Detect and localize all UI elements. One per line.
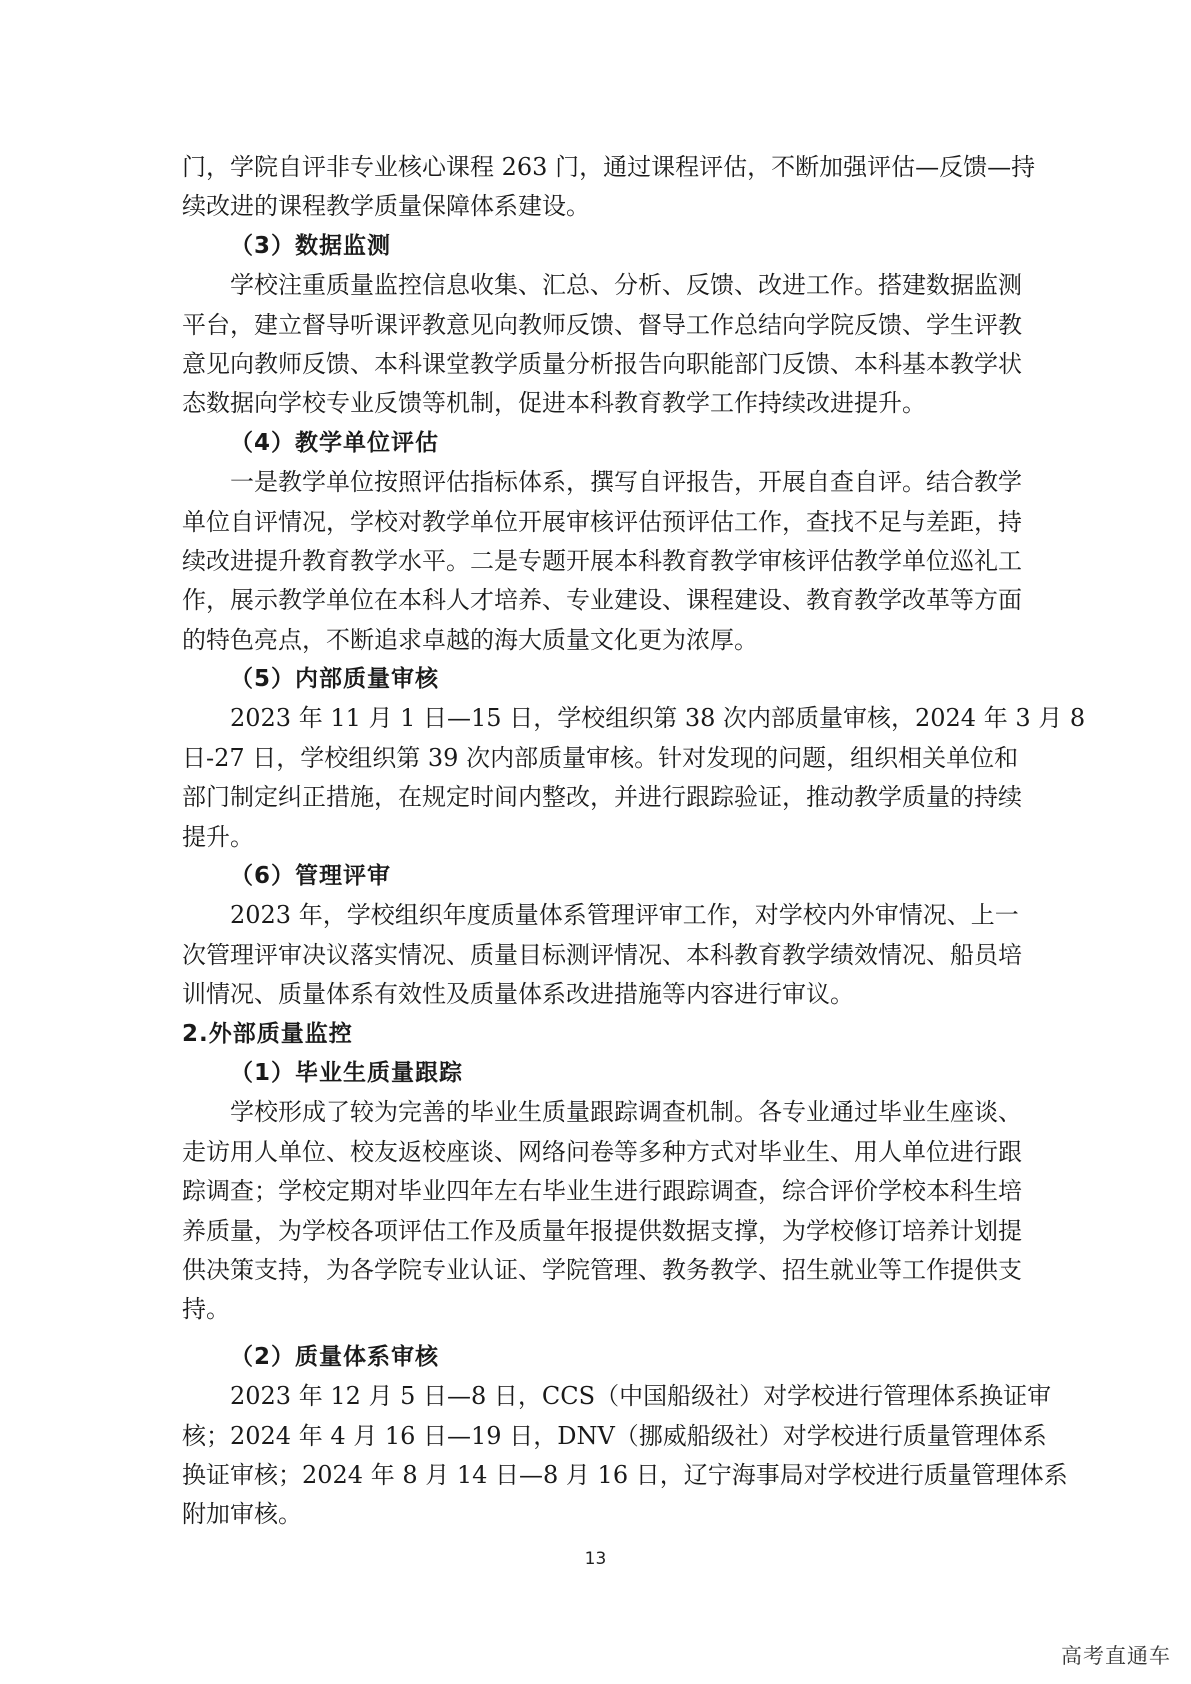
heading-unit-evaluation: （4）教学单位评估	[230, 429, 440, 456]
text-line: 单位自评情况，学校对教学单位开展审核评估预评估工作，查找不足与差距，持	[182, 507, 1022, 536]
text-line: 踪调查；学校定期对毕业四年左右毕业生进行跟踪调查，综合评价学校本科生培	[182, 1177, 1022, 1206]
text-line: 态数据向学校专业反馈等机制，促进本科教育教学工作持续改进提升。	[182, 389, 926, 418]
text-line: 次管理评审决议落实情况、质量目标测评情况、本科教育教学绩效情况、船员培	[182, 940, 1022, 969]
paragraph-graduate-tracking	[182, 1093, 1022, 1329]
text-line: 续改进的课程教学质量保障体系建设。	[182, 192, 590, 221]
paragraph-unit-evaluation	[182, 463, 1022, 660]
text-line: 附加审核。	[182, 1500, 302, 1529]
text-line: 换证审核；2024 年 8 月 14 日—8 月 16 日，辽宁海事局对学校进行质量管理体系	[182, 1460, 1068, 1489]
paragraph-data-monitoring	[182, 266, 1022, 424]
text-line: 核；2024 年 4 月 16 日—19 日，DNV（挪威船级社）对学校进行质量管理体系	[182, 1421, 1047, 1450]
text-line: 走访用人单位、校友返校座谈、网络问卷等多种方式对毕业生、用人单位进行跟	[182, 1137, 1022, 1166]
text-line: 的特色亮点，不断追求卓越的海大质量文化更为浓厚。	[182, 625, 758, 654]
text-line: 2023 年，学校组织年度质量体系管理评审工作，对学校内外审情况、上一	[230, 901, 1019, 930]
text-line: 意见向教师反馈、本科课堂教学质量分析报告向职能部门反馈、本科基本教学状	[182, 349, 1022, 378]
text-line: 学校注重质量监控信息收集、汇总、分析、反馈、改进工作。搭建数据监测	[230, 271, 1022, 300]
watermark-text: 高考直通车	[1061, 1644, 1171, 1668]
heading-management-review: （6）管理评审	[230, 863, 392, 890]
text-line: 平台，建立督导听课评教意见向教师反馈、督导工作总结向学院反馈、学生评教	[182, 310, 1022, 339]
text-line: 日-27 日，学校组织第 39 次内部质量审核。针对发现的问题，组织相关单位和	[182, 743, 1019, 772]
page-number: 13	[584, 1549, 607, 1569]
text-line: 续改进提升教育教学水平。二是专题开展本科教育教学审核评估教学单位巡礼工	[182, 546, 1022, 575]
text-line: 养质量，为学校各项评估工作及质量年报提供数据支撑，为学校修订培养计划提	[182, 1216, 1022, 1245]
text-line: 供决策支持，为各学院专业认证、学院管理、教务教学、招生就业等工作提供支	[182, 1255, 1022, 1284]
paragraph-internal-audit	[182, 699, 1086, 857]
section-heading-external-monitoring: 2.外部质量监控	[182, 1020, 353, 1047]
text-line: 作，展示教学单位在本科人才培养、专业建设、课程建设、教育教学改革等方面	[182, 586, 1022, 615]
text-line: 门，学院自评非专业核心课程 263 门，通过课程评估，不断加强评估—反馈—持	[182, 153, 1036, 181]
page-content	[182, 148, 1086, 1535]
text-line: 一是教学单位按照评估指标体系，撰写自评报告，开展自查自评。结合教学	[230, 468, 1022, 497]
text-line: 训情况、质量体系有效性及质量体系改进措施等内容进行审议。	[182, 980, 854, 1009]
heading-data-monitoring: （3）数据监测	[230, 232, 392, 259]
spacer	[182, 1330, 1017, 1338]
heading-internal-audit: （5）内部质量审核	[230, 666, 440, 693]
text-line: 2023 年 12 月 5 日—8 日，CCS（中国船级社）对学校进行管理体系换证审	[230, 1382, 1052, 1411]
text-line: 2023 年 11 月 1 日—15 日，学校组织第 38 次内部质量审核，2024 年 3 月 8	[230, 704, 1086, 733]
text-line: 部门制定纠正措施，在规定时间内整改，并进行跟踪验证，推动教学质量的持续	[182, 783, 1022, 812]
text-line: 学校形成了较为完善的毕业生质量跟踪调查机制。各专业通过毕业生座谈、	[230, 1098, 1022, 1127]
paragraph-management-review	[182, 896, 1022, 1014]
heading-graduate-tracking: （1）毕业生质量跟踪	[230, 1059, 464, 1086]
text-line: 提升。	[182, 822, 254, 851]
text-line: 持。	[182, 1295, 230, 1324]
paragraph-course-evaluation	[182, 148, 1036, 227]
heading-quality-system-audit: （2）质量体系审核	[230, 1343, 440, 1370]
paragraph-quality-system-audit	[182, 1377, 1068, 1535]
